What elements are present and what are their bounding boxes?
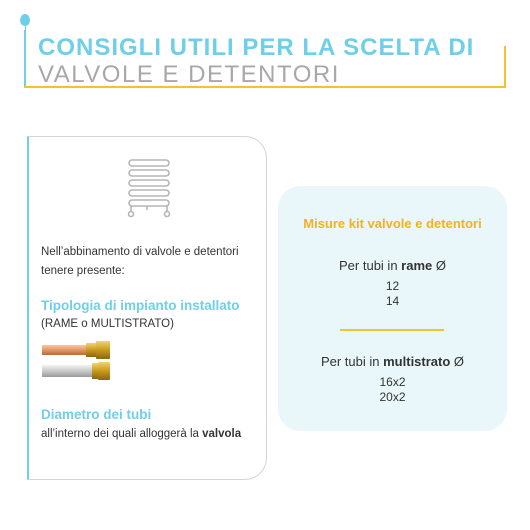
copper-pipe-icon [42,340,112,360]
diameter-symbol: Ø [432,258,446,273]
tipologia-subtext [41,318,174,330]
sizes-divider [340,329,444,331]
diameter-symbol: Ø [450,354,465,369]
intro-text [41,243,261,281]
page-title: CONSIGLI UTILI PER LA SCELTA DI [38,34,475,61]
header-frame-right-line [504,46,506,88]
sizes-card-title: Misure kit valvole e detentori [303,216,482,231]
multistrato-label: MULTISTRATO [90,318,171,330]
rame-prefix: Per tubi in [339,258,402,273]
multistrato-prefix: Per tubi in [320,354,384,369]
diametro-heading: Diametro dei tubi [41,407,152,422]
page-subtitle: VALVOLE E DETENTORI [38,61,340,88]
radiator-icon [125,158,173,218]
rame-sizes-label [278,258,507,273]
multistrato-size-20x2: 20x2 [379,390,406,404]
multilayer-pipe-icon [42,361,112,381]
intro-line-2: tenere presente: [41,265,125,277]
valvola-label: valvola [202,428,242,440]
rame-label: RAME [44,318,79,330]
rame-material: rame [401,258,433,273]
diametro-subtext [41,428,241,440]
o-label: o [78,318,91,330]
rame-size-12: 12 [385,279,400,293]
balloon-icon [20,14,30,26]
sizes-card [278,186,507,431]
tipologia-heading: Tipologia di impianto installato [41,298,240,313]
diametro-text: all’interno dei quali alloggerà la [41,428,203,440]
close-paren: ) [170,318,174,330]
multistrato-sizes-label [278,354,507,369]
intro-line-1: Nell’abbinamento di valvole e detentori [41,246,239,258]
multistrato-material: multistrato [383,354,451,369]
balloon-string [25,26,26,34]
header-frame-left-line [24,30,26,88]
rame-size-14: 14 [385,294,400,308]
open-paren: ( [41,318,45,330]
multistrato-size-16x2: 16x2 [379,375,406,389]
